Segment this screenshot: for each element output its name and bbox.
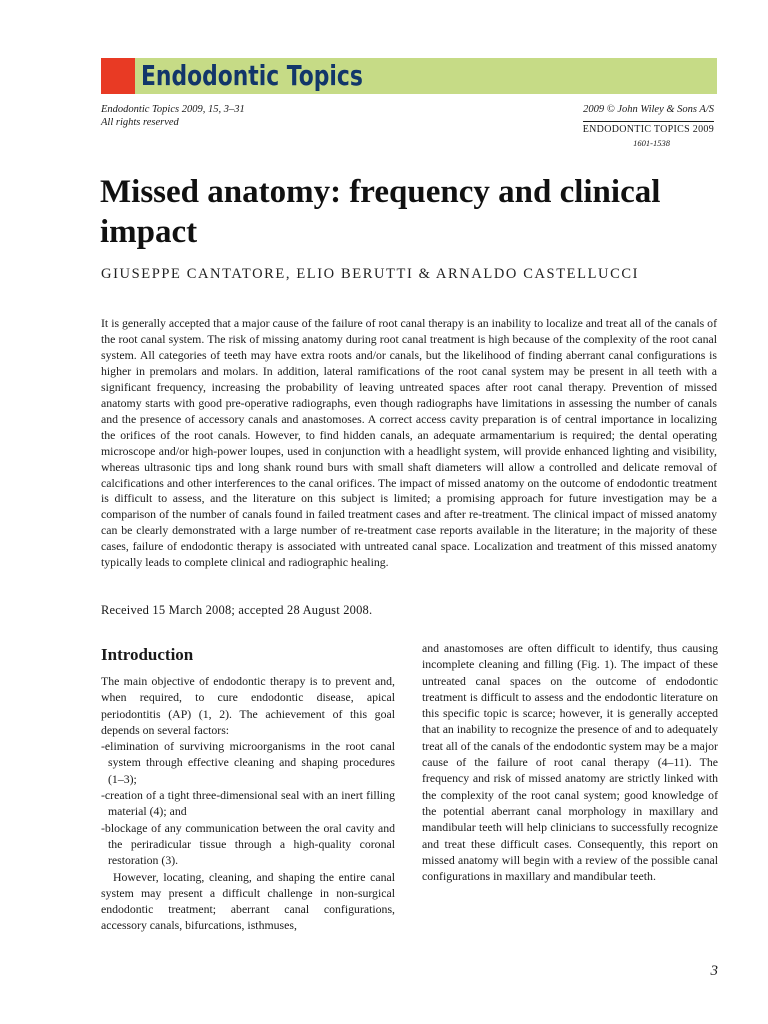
citation-block	[101, 103, 245, 129]
received-date: Received 15 March 2008; accepted 28 August 2008.	[101, 603, 373, 617]
copyright: 2009 © John Wiley & Sons A/S	[583, 104, 714, 115]
copyright-block	[583, 103, 714, 150]
paragraph: and anastomoses are often difficult to identify, thus causing incomplete cleaning and filling (Fig. 1). The impact of these untreated canal spaces on the outcome of endodontic treatment is difficult to assess and the endodontic literature on this specific topic is scarce; however, it is generally accepted that an inability to recognize the presence of and to adequately treat all of the canals of the endodontic system may be a major cause of the failure of root canal therapy (4–11). The frequency and risk of missed anatomy are strictly linked with the complexity of the root canal system; good knowledge of the potential aberrant canal morphology in maxillary and mandibular teeth will help clinicians to successfully recognize and treat these difficult cases. Consequently, this report on missed anatomy will begin with a review of the possible canal configurations in maxillary and mandibular teeth.	[422, 641, 718, 884]
right-column	[422, 640, 718, 884]
banner-accent-block	[101, 58, 135, 94]
journal-banner	[101, 58, 717, 94]
page-number: 3	[710, 963, 718, 979]
list-item: -blockage of any communication between the oral cavity and the periradicular tissue through a high-quality coronal restoration (3).	[101, 820, 395, 868]
issn: 1601-1538	[633, 138, 670, 148]
journal-name: ENDODONTIC TOPICS 2009	[583, 121, 714, 136]
journal-logo: Endodontic Topics	[141, 59, 363, 92]
rights: All rights reserved	[101, 117, 179, 128]
list-item: -creation of a tight three-dimensional seal with an inert filling material (4); and	[101, 788, 395, 819]
article-title: Missed anatomy: frequency and clinical impact	[100, 174, 661, 250]
authors: GIUSEPPE CANTATORE, ELIO BERUTTI & ARNALDO CASTELLUCCI	[101, 266, 640, 282]
left-column	[101, 645, 395, 934]
citation: Endodontic Topics 2009, 15, 3–31	[101, 104, 245, 115]
abstract: It is generally accepted that a major cause of the failure of root canal therapy is an inability to localize and treat all of the canals of the root canal system. The risk of missing anatomy during root canal treatment is high because of the complexity of the root canal system. All categories of teeth may have extra roots and/or canals, but the likelihood of finding aberrant canal configurations is higher in premolars and molars. In addition, lateral ramifications of the root canal system may be present in all teeth with a significant frequency, increasing the probability of leaving untreated spaces after root canal therapy. Prevention of missed anatomy starts with good pre-operative radiographs, even though radiographs have limitations in assessing the number of canals and the presence of accessory canals and anastomoses. A correct access cavity preparation is of central importance in localizing the orifices of the root canals. However, to find hidden canals, an adequate armamentarium is required; the dental operating microscope and/or high-power loupes, used in conjunction with a headlight system, will provide enhanced lighting and visibility, whereas ultrasonic tips and long shank round burs with small shaft diameters will allow a controlled and delicate removal of calcifications and other interferences to the canal orifices. The impact of missed anatomy on the outcome of endodontic treatment is difficult to assess, and the literature on this subject is limited; a promising approach for future investigation may be a comparison of the number of canals found in failed treatment cases and after re-treatment. The clinical impact of missed anatomy can be clearly demonstrated with a large number of re-treatment case reports available in the literature; in the majority of these cases, failure of endodontic therapy is associated with untreated canal space. Localization and treatment of this missed anatomy typically leads to complete clinical and radiographic healing.	[101, 316, 717, 570]
paragraph: The main objective of endodontic therapy is to prevent and, when required, to cure endodontic disease, apical periodontitis (AP) (1, 2). The achievement of this goal depends on several factors:	[101, 674, 395, 737]
paragraph: However, locating, cleaning, and shaping the entire canal system may present a difficult challenge in non-surgical endodontic treatment; aberrant canal configurations, accessory canals, bifurcations, isthmuses,	[101, 869, 395, 933]
section-heading: Introduction	[101, 645, 194, 664]
list-item: -elimination of surviving microorganisms in the root canal system through effective cleaning and shaping procedures (1–3);	[101, 739, 395, 786]
